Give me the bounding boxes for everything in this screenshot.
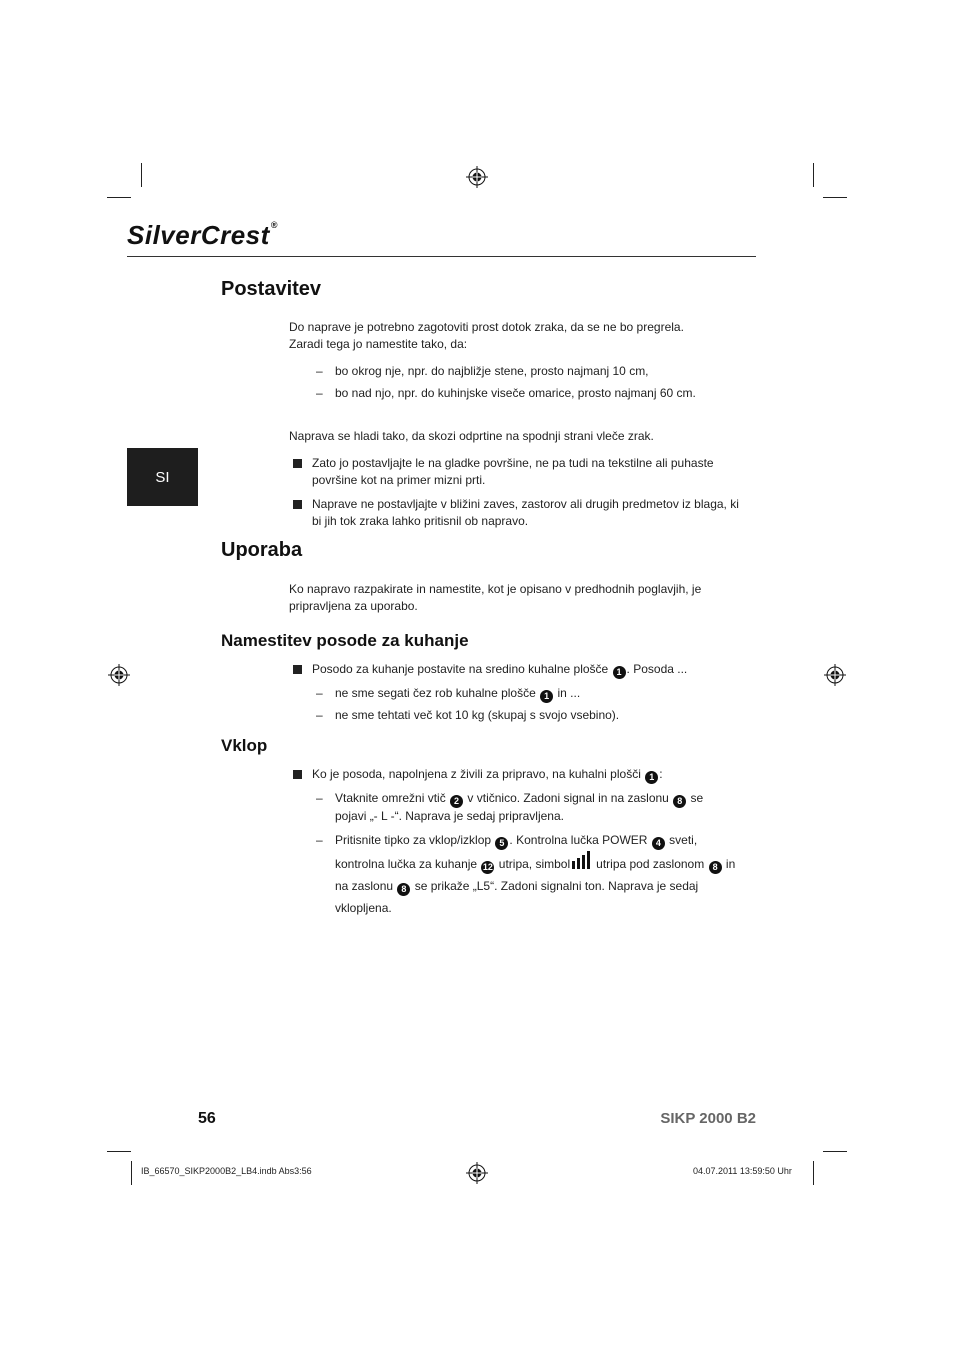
marker-12-icon: 12 xyxy=(482,862,493,872)
registered-mark: ® xyxy=(270,220,278,230)
silvercrest-logo xyxy=(127,220,278,251)
crop-mark xyxy=(813,163,814,187)
header-rule xyxy=(127,256,756,257)
subsection-title-vklop: Vklop xyxy=(221,736,268,755)
crop-mark xyxy=(823,197,847,198)
bullet-item xyxy=(293,766,741,784)
marker-1-icon: 1 xyxy=(645,771,658,784)
marker-1-icon: 1 xyxy=(613,666,626,679)
language-tab-label: SI xyxy=(155,468,170,486)
list-item xyxy=(316,790,736,825)
bullet-square-icon xyxy=(293,500,302,509)
section-title-postavitev: Postavitev xyxy=(221,278,322,300)
marker-8-icon: 8 xyxy=(673,795,686,808)
dash-mark: – xyxy=(316,364,323,378)
list-item xyxy=(316,685,736,703)
registration-mark-icon xyxy=(466,166,488,188)
bullet-item xyxy=(293,661,741,679)
logo-text: SilverCrest xyxy=(127,220,270,250)
page-number: 56 xyxy=(198,1110,216,1127)
crop-mark xyxy=(813,1161,814,1185)
text-fragment: : xyxy=(659,767,663,781)
section-title-uporaba: Uporaba xyxy=(221,539,303,561)
registration-mark-icon xyxy=(466,1162,488,1184)
marker-4-icon: 4 xyxy=(652,837,665,850)
text-fragment: Pritisnite tipko za vklop/izklop xyxy=(335,833,492,847)
text-fragment: . Posoda ... xyxy=(626,662,688,676)
list-item xyxy=(316,707,736,724)
text-fragment: ne sme segati čez rob kuhalne plošče xyxy=(335,686,536,700)
subsection-title-namestitev: Namestitev posode za kuhanje xyxy=(221,631,469,650)
bullet-square-icon xyxy=(293,459,302,468)
language-tab xyxy=(127,448,198,506)
crop-mark xyxy=(107,197,131,198)
bullet-text: Naprave ne postavljajte v bližini zaves, zastorov ali drugih predmetov iz blaga, ki bi jih tok zraka lahko pritisnil ob napravo. xyxy=(312,497,739,528)
marker-2-icon: 2 xyxy=(450,795,463,808)
marker-1-icon: 1 xyxy=(540,690,553,703)
text-fragment: in na zaslonu xyxy=(335,857,736,893)
text-fragment: utripa, simbol xyxy=(498,857,571,871)
model-name: SIKP 2000 B2 xyxy=(660,1110,756,1127)
signal-bars-icon xyxy=(572,851,594,869)
marker-5-icon: 5 xyxy=(495,837,508,850)
list-item-text xyxy=(335,685,736,703)
list-item-text: bo okrog nje, npr. do najbližje stene, prosto najmanj 10 cm, xyxy=(335,364,649,378)
intro-line: Do naprave je potrebno zagotoviti prost dotok zraka, da se ne bo pregrela. xyxy=(289,320,684,334)
dash-mark: – xyxy=(316,833,323,847)
list-item xyxy=(316,385,736,402)
text-fragment: Vtaknite omrežni vtič xyxy=(335,791,446,805)
paragraph-cooling: Naprava se hladi tako, da skozi odprtine na spodnji strani vleče zrak. xyxy=(289,429,654,443)
crop-mark xyxy=(131,1161,132,1185)
text-fragment: v vtičnico. Zadoni signal in na zaslonu xyxy=(467,791,669,805)
text-fragment: utripa pod zaslonom xyxy=(596,857,705,871)
bullet-text xyxy=(312,766,741,784)
crop-mark xyxy=(141,163,142,187)
list-item-text: ne sme tehtati več kot 10 kg (skupaj s svojo vsebino). xyxy=(335,708,620,722)
text-fragment: in ... xyxy=(557,686,581,700)
list-item-text: bo nad njo, npr. do kuhinjske viseče omarice, prosto najmanj 60 cm. xyxy=(335,386,696,400)
list-item-text xyxy=(335,829,736,919)
text-fragment: se pojavi „- L -“. Naprava je sedaj pripravljena. xyxy=(335,791,704,823)
bullet-text: Zato jo postavljajte le na gladke površine, ne pa tudi na tekstilne ali puhaste površine kot na primer mizni prti. xyxy=(312,456,714,487)
text-fragment: Posodo za kuhanje postavite na sredino kuhalne plošče xyxy=(312,662,609,676)
dash-mark: – xyxy=(316,708,323,722)
dash-mark: – xyxy=(316,791,323,805)
print-slug-date: 04.07.2011 13:59:50 Uhr xyxy=(693,1166,792,1176)
paragraph-intro xyxy=(289,319,739,353)
list-item-text xyxy=(335,790,736,825)
dash-mark: – xyxy=(316,686,323,700)
crop-mark xyxy=(107,1151,131,1152)
text-fragment: Ko je posoda, napolnjena z živili za pripravo, na kuhalni plošči xyxy=(312,767,641,781)
bullet-square-icon xyxy=(293,770,302,779)
bullet-square-icon xyxy=(293,665,302,674)
registration-mark-icon xyxy=(108,664,130,686)
bullet-item xyxy=(293,455,741,489)
intro-line: Zaradi tega jo namestite tako, da: xyxy=(289,337,468,351)
marker-8-icon: 8 xyxy=(709,861,722,874)
text-fragment: sveti, kontrolna lučka za kuhanje xyxy=(335,833,698,871)
paragraph-uporaba: Ko napravo razpakirate in namestite, kot je opisano v predhodnih poglavjih, je pripravljena za uporabo. xyxy=(289,582,702,613)
bullet-text xyxy=(312,661,741,679)
marker-8-icon: 8 xyxy=(397,883,410,896)
list-item xyxy=(316,363,736,380)
crop-mark xyxy=(823,1151,847,1152)
text-fragment: . Kontrolna lučka POWER xyxy=(509,833,648,847)
bullet-item xyxy=(293,496,741,530)
print-slug-file: IB_66570_SIKP2000B2_LB4.indb Abs3:56 xyxy=(141,1166,312,1176)
text-fragment: se prikaže „L5“. Zadoni signalni ton. Naprava je sedaj vklopljena. xyxy=(335,879,699,915)
registration-mark-icon xyxy=(824,664,846,686)
dash-mark: – xyxy=(316,386,323,400)
list-item xyxy=(316,829,736,919)
